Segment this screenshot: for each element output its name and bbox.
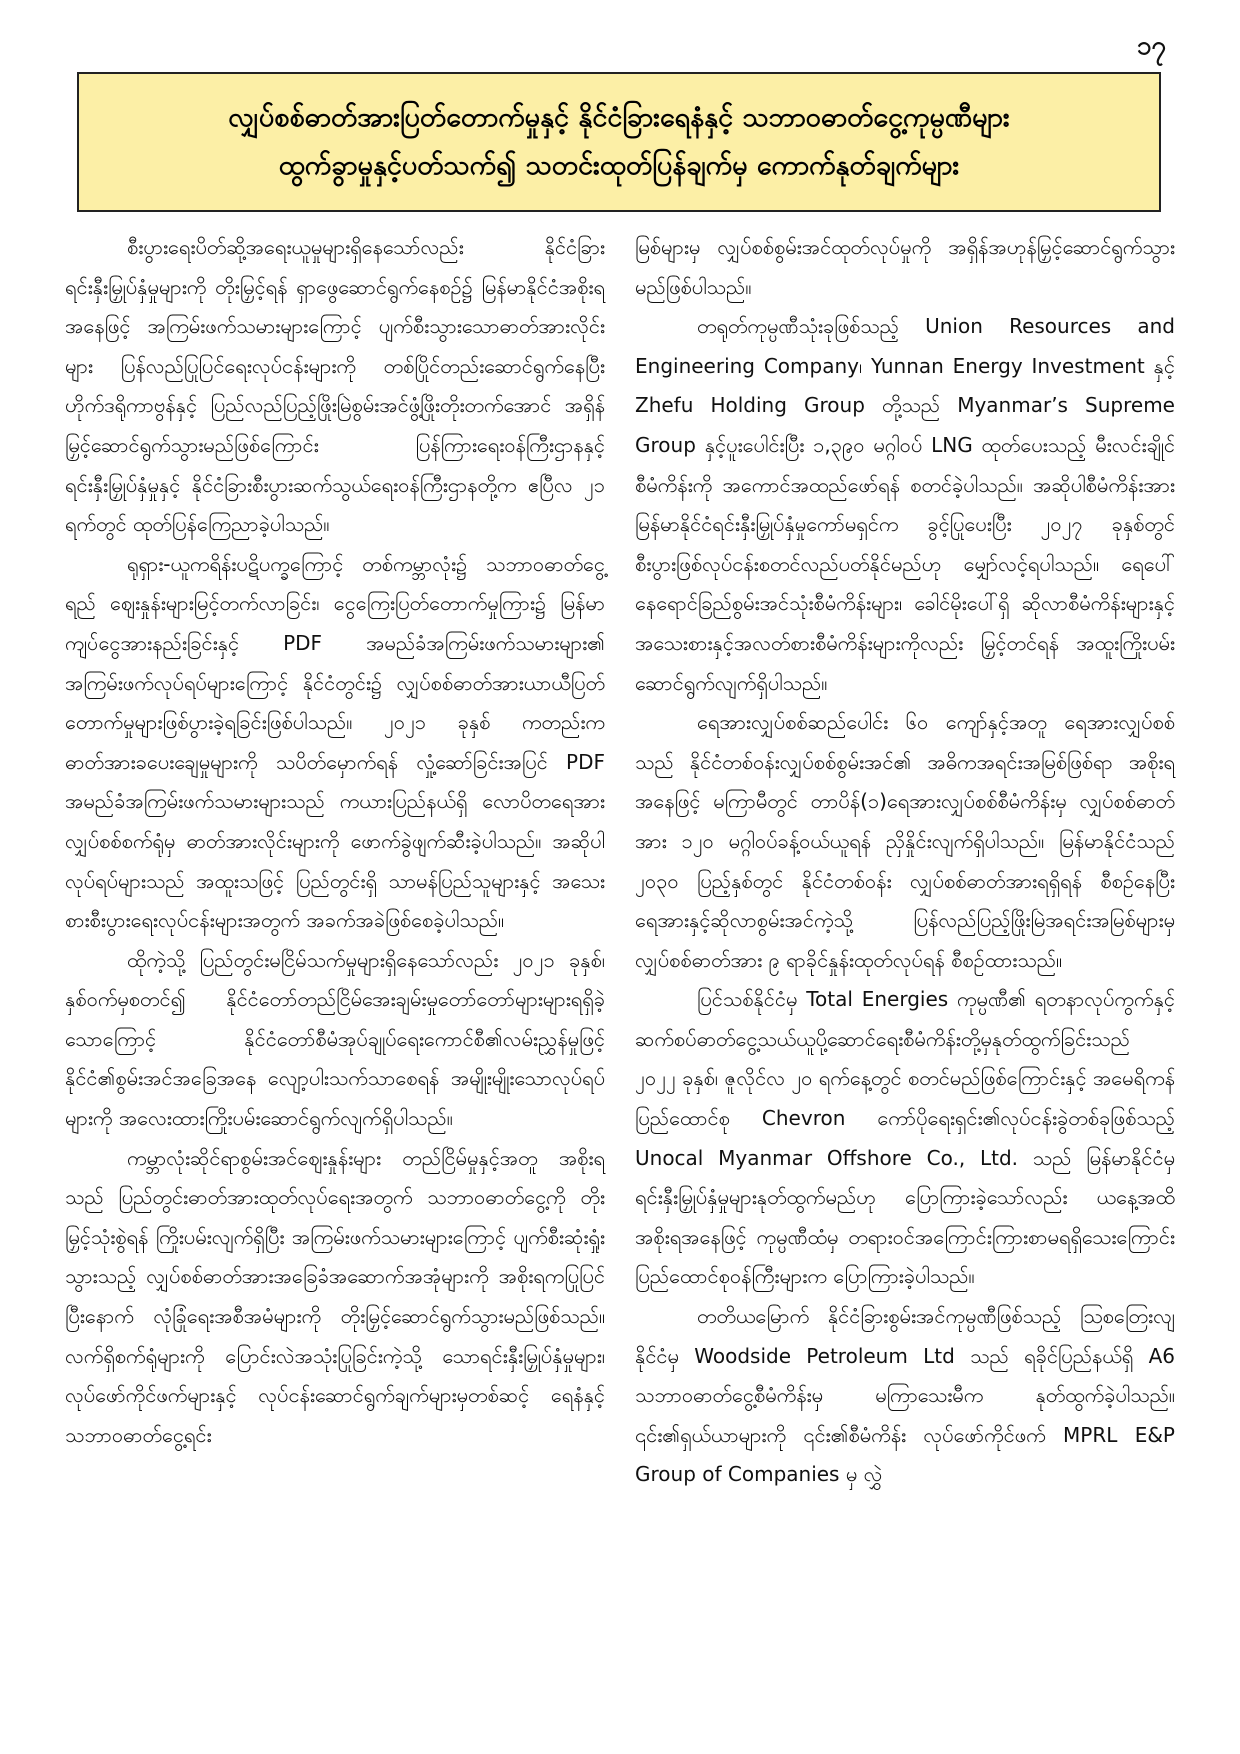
right-column — [635, 228, 1175, 1495]
paragraph: တရုတ်ကုမ္ပဏီသုံးခုဖြစ်သည့် Union Resources and Engineering Company၊ Yunnan Energy Investment နှင့် Zhefu Holding Group တို့သည် Myanmar’s Supreme Group နှင့်ပူးပေါင်းပြီး ၁,၃၉၀ မဂ္ဂါဝပ် LNG ထုတ်ပေးသည့် မီးလင်းချိုင်စီမံကိန်းကို အကောင်အထည်ဖော်ရန် စတင်ခဲ့ပါသည်။ အဆိုပါစီမံကိန်းအား မြန်မာနိုင်ငံရင်းနှီးမြှုပ်နှံမှုကော်မရှင်က ခွင့်ပြုပေးပြီး ၂၀၂၇ ခုနှစ်တွင် စီးပွားဖြစ်လုပ်ငန်းစတင်လည်ပတ်နိုင်မည်ဟု မျှော်လင့်ရပါသည်။ ရေပေါ်နေရောင်ခြည်စွမ်းအင်သုံးစီမံကိန်းများ၊ ခေါင်မိုးပေါ်ရှိ ဆိုလာစီမံကိန်းများနှင့် အသေးစားနှင့်အလတ်စားစီမံကိန်းများကိုလည်း မြှင့်တင်ရန် အထူးကြိုးပမ်းဆောင်ရွက်လျက်ရှိပါသည်။ — [635, 314, 1175, 695]
paragraph: ထိုကဲ့သို့ ပြည်တွင်းမငြိမ်သက်မှုများရှိနေသော်လည်း ၂၀၂၁ ခုနှစ်၊ နှစ်ဝက်မှစတင်၍ နိုင်ငံတော်တည်ငြိမ်အေးချမ်းမှုတော်တော်များများရရှိခဲ့သောကြောင့် နိုင်ငံတော်စီမံအုပ်ချုပ်ရေးကောင်စီ၏လမ်းညွှန်မှုဖြင့် နိုင်ငံ၏စွမ်းအင်အခြေအနေ လျော့ပါးသက်သာစေရန် အမျိုးမျိုးသောလုပ်ရပ်များကို အလေးထားကြိုးပမ်းဆောင်ရွက်လျက်ရှိပါသည်။ — [65, 947, 605, 1131]
paragraph: စီးပွားရေးပိတ်ဆို့အရေးယူမှုများရှိနေသော်လည်း နိုင်ငံခြားရင်းနှီးမြှုပ်နှံမှုများကို တိုးမြှင့်ရန် ရှာဖွေဆောင်ရွက်နေစဉ်၌ မြန်မာနိုင်ငံအစိုးရအနေဖြင့် အကြမ်းဖက်သမားများကြောင့် ပျက်စီးသွားသောဓာတ်အားလိုင်းများ ပြန်လည်ပြုပြင်ရေးလုပ်ငန်းများကို တစ်ပြိုင်တည်းဆောင်ရွက်နေပြီး ဟိုက်ဒရိုကာဗွန်နှင့် ပြည်လည်ပြည့်ဖြိုးမြဲစွမ်းအင်ဖွံ့ဖြိုးတိုးတက်အောင် အရှိန်မြှင့်ဆောင်ရွက်သွားမည်ဖြစ်ကြောင်း ပြန်ကြားရေးဝန်ကြီးဌာနနှင့် ရင်းနှီးမြှုပ်နှံမှုနှင့် နိုင်ငံခြားစီးပွားဆက်သွယ်ရေးဝန်ကြီးဌာနတို့က ဧပြီလ ၂၁ ရက်တွင် ထုတ်ပြန်ကြေညာခဲ့ပါသည်။ — [65, 235, 605, 537]
left-column — [65, 228, 605, 1455]
paragraph: ကမ္ဘာလုံးဆိုင်ရာစွမ်းအင်ဈေးနှုန်းများ တည်ငြိမ်မှုနှင့်အတူ အစိုးရသည် ပြည်တွင်းဓာတ်အားထုတ်လုပ်ရေးအတွက် သဘာဝဓာတ်ငွေ့ကို တိုးမြှင့်သုံးစွဲရန် ကြိုးပမ်းလျက်ရှိပြီး အကြမ်းဖက်သမားများကြောင့် ပျက်စီးဆုံးရှုံးသွားသည့် လျှပ်စစ်ဓာတ်အားအခြေခံအဆောက်အအုံများကို အစိုးရကပြုပြင်ပြီးနောက် လုံခြုံရေးအစီအမံများကို တိုးမြှင့်ဆောင်ရွက်သွားမည်ဖြစ်သည်။ လက်ရှိစက်ရုံများကို ပြောင်းလဲအသုံးပြုခြင်းကဲ့သို့ သောရင်းနှီးမြှုပ်နှံမှုများ၊ လုပ်ဖော်ကိုင်ဖက်များနှင့် လုပ်ငန်းဆောင်ရွက်ချက်များမှတစ်ဆင့် ရေနံနှင့်သဘာဝဓာတ်ငွေ့ရင်း — [65, 1145, 605, 1447]
paragraph: ပြင်သစ်နိုင်ငံမှ Total Energies ကုမ္ပဏီ၏ ရတနာလုပ်ကွက်နှင့် ဆက်စပ်ဓာတ်ငွေ့သယ်ယူပို့ဆောင်ရေးစီမံကိန်းတို့မှနုတ်ထွက်ခြင်းသည် ၂၀၂၂ ခုနှစ်၊ ဇူလိုင်လ ၂၀ ရက်နေ့တွင် စတင်မည်ဖြစ်ကြောင်းနှင့် အမေရိကန်ပြည်ထောင်စု Chevron ကော်ပိုရေးရှင်း၏လုပ်ငန်းခွဲတစ်ခုဖြစ်သည့် Unocal Myanmar Offshore Co., Ltd. သည် မြန်မာနိုင်ငံမှ ရင်းနှီးမြှုပ်နှံမှုများနုတ်ထွက်မည်ဟု ပြောကြားခဲ့သော်လည်း ယနေ့အထိ အစိုးရအနေဖြင့် ကုမ္ပဏီထံမှ တရားဝင်အကြောင်းကြားစာမရရှိသေးကြောင်း ပြည်ထောင်စုဝန်ကြီးများက ပြောကြားခဲ့ပါသည်။ — [635, 987, 1175, 1289]
title-box — [77, 72, 1161, 212]
paragraph: ရုရှား-ယူကရိန်းပဋိပက္ခကြောင့် တစ်ကမ္ဘာလုံး၌ သဘာဝဓာတ်ငွေ့ရည် ဈေးနှုန်းများမြင့်တက်လာခြင်း၊ ငွေကြေးပြတ်တောက်မှုကြား၌ မြန်မာကျပ်ငွေအားနည်းခြင်းနှင့် PDF အမည်ခံအကြမ်းဖက်သမားများ၏ အကြမ်းဖက်လုပ်ရပ်များကြောင့် နိုင်ငံတွင်း၌ လျှပ်စစ်ဓာတ်အားယာယီပြတ်တောက်မှုများဖြစ်ပွားခဲ့ရခြင်းဖြစ်ပါသည်။ ၂၀၂၁ ခုနှစ် ကတည်းက ဓာတ်အားခပေးချေမှုများကို သပိတ်မှောက်ရန် လှုံ့ဆော်ခြင်းအပြင် PDF အမည်ခံအကြမ်းဖက်သမားများသည် ကယားပြည်နယ်ရှိ လောပိတရေအားလျှပ်စစ်စက်ရုံမှ ဓာတ်အားလိုင်းများကို ဖောက်ခွဲဖျက်ဆီးခဲ့ပါသည်။ အဆိုပါလုပ်ရပ်များသည် အထူးသဖြင့် ပြည်တွင်းရှိ သာမန်ပြည်သူများနှင့် အသေးစားစီးပွားရေးလုပ်ငန်းများအတွက် အခက်အခဲဖြစ်စေခဲ့ပါသည်။ — [65, 551, 605, 933]
paragraph: မြစ်များမှ လျှပ်စစ်စွမ်းအင်ထုတ်လုပ်မှုကို အရှိန်အဟုန်မြှင့်ဆောင်ရွက်သွားမည်ဖြစ်ပါသည်။ — [635, 235, 1175, 299]
paragraph: တတိယမြောက် နိုင်ငံခြားစွမ်းအင်ကုမ္ပဏီဖြစ်သည့် ဩစတြေးလျနိုင်ငံမှ Woodside Petroleum Ltd သည် ရခိုင်ပြည်နယ်ရှိ A6 သဘာဝဓာတ်ငွေ့စီမံကိန်းမှ မကြာသေးမီက နုတ်ထွက်ခဲ့ပါသည်။ ၎င်း၏ရှယ်ယာများကို ၎င်း၏စီမံကိန်း လုပ်ဖော်ကိုင်ဖက် MPRL E&P Group of Companies မှ လွှဲ — [635, 1304, 1175, 1487]
title-line-1: လျှပ်စစ်ဓာတ်အားပြတ်တောက်မှုနှင့် နိုင်ငံခြားရေနံနှင့် သဘာဝဓာတ်ငွေ့ကုမ္ပဏီများ — [228, 102, 1010, 133]
title-line-2: ထွက်ခွာမှုနှင့်ပတ်သက်၍ သတင်းထုတ်ပြန်ချက်မှ ကောက်နုတ်ချက်များ — [278, 150, 960, 181]
paragraph: ရေအားလျှပ်စစ်ဆည်ပေါင်း ၆၀ ကျော်နှင့်အတူ ရေအားလျှပ်စစ်သည် နိုင်ငံတစ်ဝန်းလျှပ်စစ်စွမ်းအင်၏ အဓိကအရင်းအမြစ်ဖြစ်ရာ အစိုးရအနေဖြင့် မကြာမီတွင် တာပိန်(၁)ရေအားလျှပ်စစ်စီမံကိန်းမှ လျှပ်စစ်ဓာတ်အား ၁၂၀ မဂ္ဂါဝပ်ခန့်ဝယ်ယူရန် ညှိနှိုင်းလျက်ရှိပါသည်။ မြန်မာနိုင်ငံသည် ၂၀၃၀ ပြည့်နှစ်တွင် နိုင်ငံတစ်ဝန်း လျှပ်စစ်ဓာတ်အားရရှိရန် စီစဉ်နေပြီး ရေအားနှင့်ဆိုလာစွမ်းအင်ကဲ့သို့ ပြန်လည်ပြည့်ဖြိုးမြဲအရင်းအမြစ်များမှ လျှပ်စစ်ဓာတ်အား ၉ ရာခိုင်နှုန်းထုတ်လုပ်ရန် စီစဉ်ထားသည်။ — [635, 710, 1175, 972]
page-number: ၁၇ — [1136, 31, 1166, 61]
